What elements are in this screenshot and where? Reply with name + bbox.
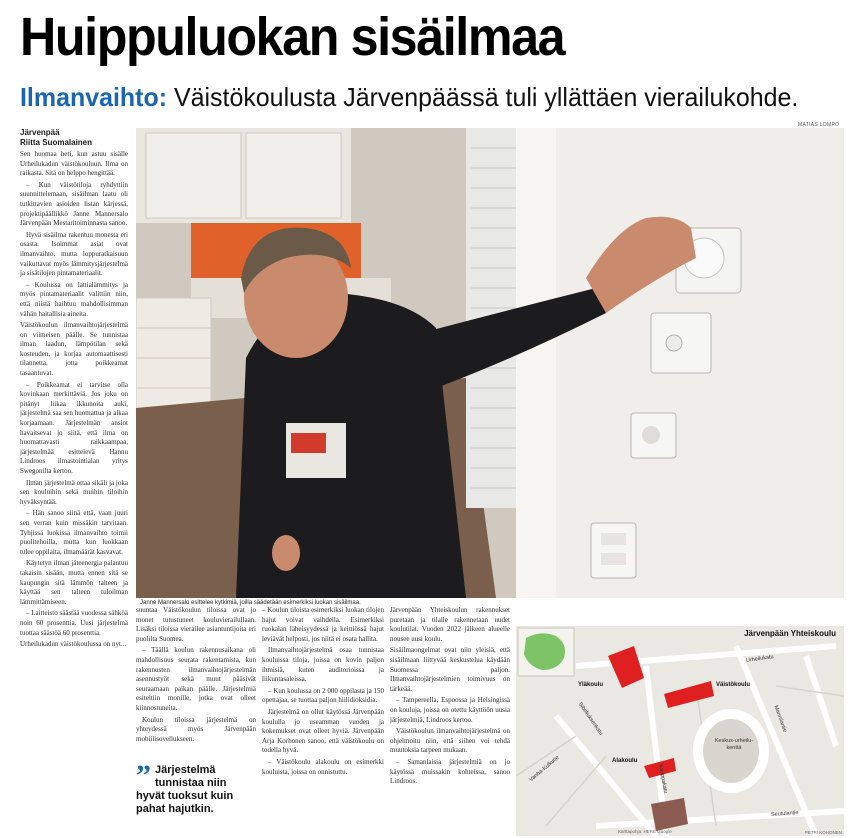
paragraph: – Koulussa on lattialämmitys ja myös pintamateriaalit valittiin niin, että niistä haihtuu mahdollisimman vähän haitallisia aineita. [20, 280, 128, 318]
map-title: Järvenpään Yhteiskoulu [744, 629, 836, 638]
paragraph: – Tampereella, Espoossa ja Helsingissä on kouluja, joissa on otettu käyttöön uusia järjestelmiä, Lindroos kertoo. [390, 696, 510, 724]
paragraph: – Koulun tiloista esimerkiksi luokan tilojen hajut voivat vaihdella. Esimerkiksi ruokalan läheisyydessä ja keittiössä hajut leviävät helposti, jos niitä ei osata hallita. [262, 606, 384, 643]
photo-illustration [136, 128, 844, 598]
article-column-3 [262, 606, 384, 836]
map-graphic [516, 626, 844, 836]
map-label-stadium: Keskus-urheilu-kenttä [714, 738, 754, 751]
paragraph: Väistökoulun ilmanvaihtojärjestelmä on ohjelmoitu niin, että siihen voi tehdä muutoksia tarpeen mukaan. [390, 727, 510, 755]
byline-place: Järvenpää [20, 128, 60, 137]
paragraph: suuntaa Väistökoulun tiloissa ovat jo monet tutustuneet kouluvierailullaan. Lisäksi tiloissa vierailee asiantuntijoita eri puolilta Suomea. [136, 606, 256, 643]
photo-caption: Janne Mannersalo esittelee kytkimiä, joilla säädetään esimerkiksi luokan sisäilmaa. [140, 600, 361, 606]
map-label-sibeliuksenkatu: Sibeliuksenkatu [576, 701, 604, 737]
pull-quote-text: Järjestelmä tunnistaa niin hyvät tuoksut kuin pahat hajutkin. [136, 764, 234, 815]
subhead-kicker: Ilmanvaihto: [20, 82, 168, 112]
photo-credit-bottom: PETRI KOHONEN [804, 830, 842, 835]
pull-quote [136, 759, 256, 816]
map-label-kauppakatu: Kauppakatu [657, 764, 669, 794]
paragraph: – Väistökoulu alakoulu on esimerkki kouluista, joissa on onnistuttu. [262, 757, 384, 776]
quote-mark-icon: ” [136, 759, 151, 792]
paragraph: Ilman järjestelmä ottaa sikäli ja joka sen kouluihin sekä muihin tiloihin hyväksyntää. [20, 478, 128, 506]
map-label-vaistokoulu: Väistökoulu [716, 682, 751, 688]
paragraph: Sisäilmaongelmat ovat niin yleisiä, että sisäilmaan liittyvää keskustelua käydään Suomessa paljon. Ilmanvaihtojärjestelmien toimivuus on tärkeää. [390, 646, 510, 693]
paragraph: – Samanlaisia järjestelmiä on jo käytössä muissakin kohteissa, sanoo Lindroos. [390, 757, 510, 786]
paragraph: Koulun tiloissa järjestelmä on yhteydessä myös Järvenpään mobiilisovellukseen. [136, 715, 256, 743]
paragraph: Urheilukadun väistökoulussa on nyt... [20, 640, 127, 649]
map-label-mannilantie: Mannilantie [772, 704, 788, 734]
article-photo [136, 128, 844, 598]
map-label-urheilukatu: Urheilukatu [745, 654, 775, 664]
map-label-seutulantie: Seutulantie [770, 810, 799, 818]
photo-credit: MATIAS LOMPO [798, 122, 840, 128]
paragraph: Käytetyn ilman jäteenergia palautuu takaisin sisään, mutta ennen sitä se kaupungin sitä lämmön talteen ja käyttää sen talteen tuloilman lämmittämiseen. [20, 559, 128, 606]
byline [20, 128, 128, 148]
map-label-alakoulu: Alakoulu [612, 758, 638, 764]
subhead-text: Väistökoulusta Järvenpäässä tuli yllättäen vierailukohde. [167, 82, 799, 112]
subheadline [20, 80, 798, 114]
paragraph: – Täällä koulun rakennusaikana oli mahdollisuus seurata rakentamista, kun rakennusten ilmanvaihtojärjestelmän asennustyöt sekä muut pääsivät seuraamaan paikan päälle. Järjestelmiä esiteltiin monille, jotka ovat olleet kiinnostuneita. [136, 646, 256, 712]
paragraph: – Laitteisto säästää vuodessa sähköä noin 60 prosenttia. Uusi järjestelmä tuottaa säästöä 60 prosenttia. [20, 609, 128, 637]
paragraph: – Poikkeamat ei tarvitse olla kovinkaan merkittäviä. Jos joku on pitänyt liikaa ikkunoita auki, järjestelmä saa sen huomattua ja alkaa korjaamaan. Järjestelmän ansiot havaitsevat jo siitä, että ilma on huomattavasti raikkaampaa, järjestelmää esittelevä Hannu Lindroos ilmastointialan yritys Swegonilta kertoo. [20, 380, 128, 475]
article-column-4 [390, 606, 510, 836]
paragraph: – Kun koulussa on 2 000 oppilasta ja 150 opettajaa, se tuottaa paljon hiilidioksidia. [262, 686, 384, 705]
paragraph: – Hän sanoo siinä että, vaan juuri sen verran kuin missäkin tarvitaan. Tyhjissä luokissa ilmanvaihto toimii puolitehoilla, mutta kun luokkaan tulee oppilaita, ilmamäärät kasvavat. [20, 509, 128, 556]
paragraph: Sen huomaa heti, kun astuu sisälle Urheilukadun väistökouluun. Ilma on raikasta. Sitä on helppo hengittää. [20, 150, 128, 178]
byline-author: Riitta Suomalainen [20, 138, 93, 147]
paragraph: Järvenpään Yhteiskoulun rakennukset puretaan ja tilalle rakennetaan uudet koulutilat. Vuoden 2022 jälkeen alueelle nousee uusi koulu. [390, 606, 510, 643]
headline: Huippuluokan sisäilmaa [20, 7, 565, 67]
map-label-ylakoulu: Yläkoulu [578, 682, 604, 688]
article-column-1 [20, 150, 128, 836]
paragraph: – Kun väistötiloja ryhdyttiin suunnittelemaan, sisäilman laatu oli tutkittavien asioiden listan kärjessä, projektipäällikkö Janne Mannersalo Järvenpään Mestaritoiminnasta sanoo. [20, 180, 128, 228]
map-credit: Karttapohja: HERE Google [618, 829, 672, 834]
paragraph: Hyvä sisäilma rakentuu monesta eri osasta. Isoimmat asiat ovat ilmanvaihto, mutta loppuratkaisuun vaikuttavat myös lämmitysjärjestelmä ja sisätilojen pintamateriaalit. [20, 230, 128, 278]
paragraph: Ilmanvaihtojärjestelmä osaa tunnistaa kouluissa tiloja, joissa on kovin paljon ihmisiä, kuten auditorioissa ja liikuntasaleissa. [262, 646, 384, 684]
location-map [516, 626, 844, 836]
paragraph: Väistökoulun ilmanvaihtojärjestelmä on viimeisen päälle. Se tunnistaa ilman laadun, lämpötilan sekä kosteuden, ja korjaa automaattisesti tilannetta, jotta poikkeamat tasaantuvat. [20, 321, 128, 378]
paragraph: Järjestelmä on ollut käytössä Järvenpään koululla jo useamman vuoden ja kokemukset ovat olleet hyviä. Järvenpään Arja Korhonen sanoo, että väistökoulu on todella hyvä. [262, 707, 384, 755]
map-label-vanha: Vanha-Kulkutie [528, 754, 561, 784]
